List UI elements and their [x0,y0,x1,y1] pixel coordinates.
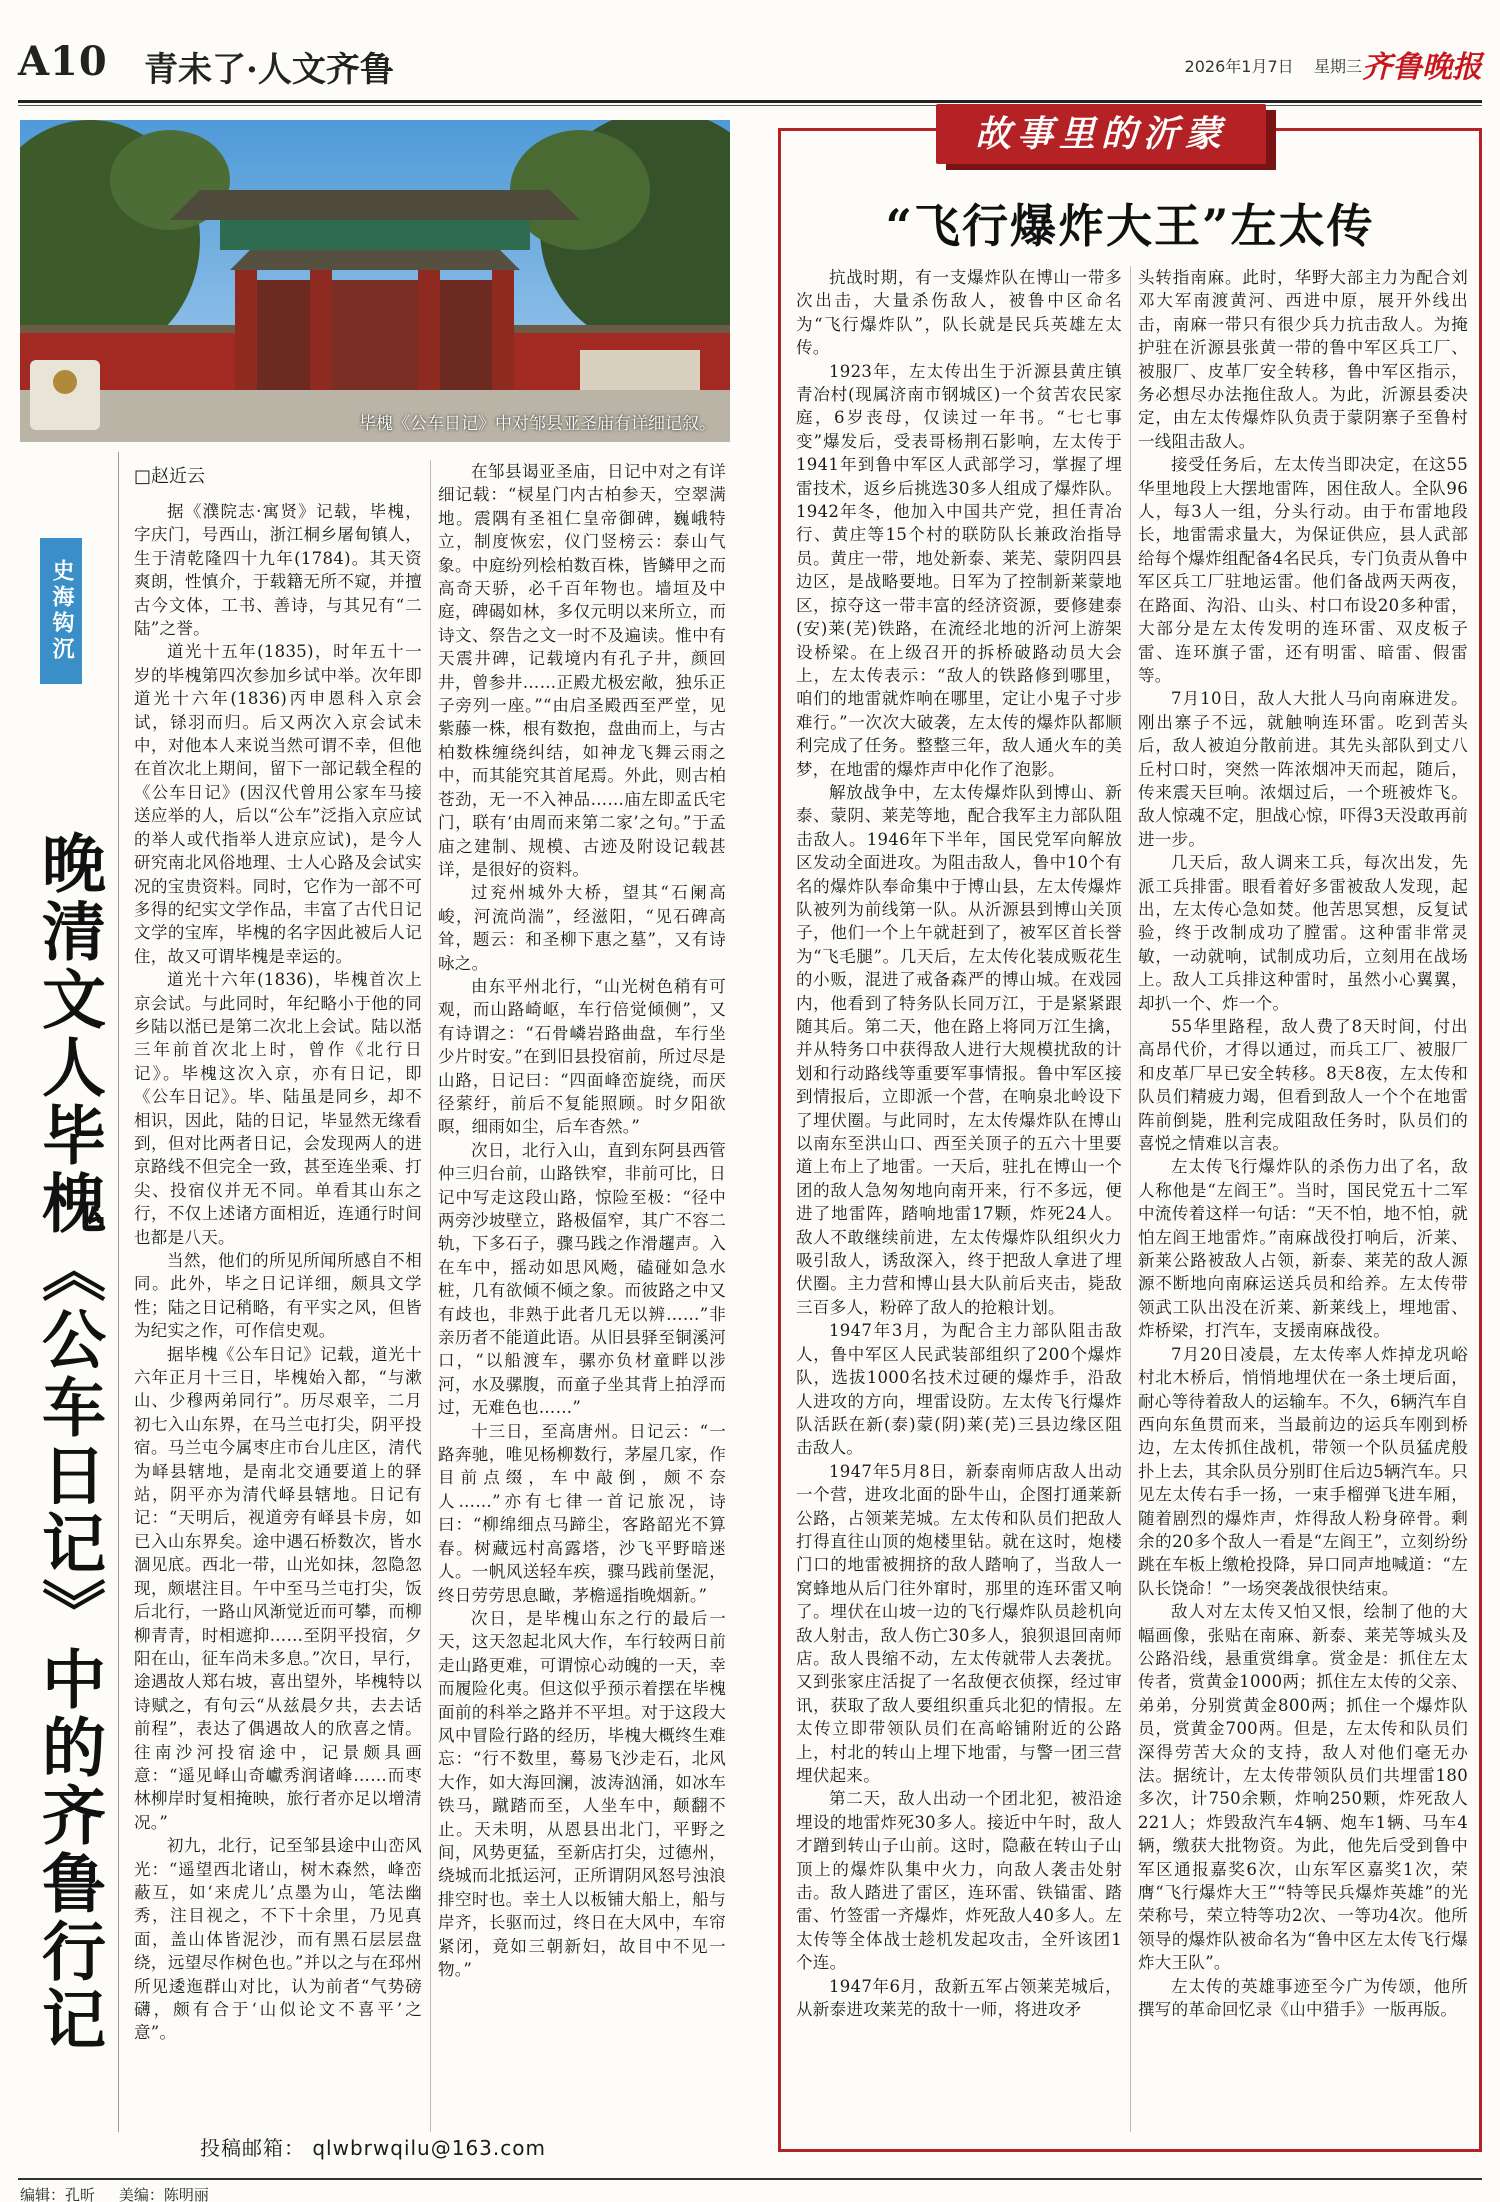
paragraph: 第二天，敌人出动一个团北犯，被沿途埋设的地雷炸死30多人。接近中午时，敌人才蹭到转山子山前。这时，隐蔽在转山子山顶上的爆炸队集中火力，向敌人袭击处射击。敌人踏进了雷区，连环雷、铁锚雷、踏雷、竹签雷一齐爆炸，炸死敌人40多人。左太传等全体战士趁机发起攻击，全歼该团1个连。 [796,1789,1122,1973]
story-column-2 [1138,266,1468,2134]
paragraph: 1947年3月，为配合主力部队阻击敌人，鲁中军区人民武装部组织了200个爆炸队，选拔1000名技术过硬的爆炸手，沿敌人进攻的方向，埋雷设防。左太传飞行爆炸队活跃在新(泰)蒙(阴)莱(芜)三县边缘区阻击敌人。 [796,1321,1122,1458]
article-byline: □赵近云 [134,466,206,487]
article-column-1 [134,500,422,2140]
photo-illustration [20,120,730,442]
paragraph: 敌人对左太传又怕又恨，绘制了他的大幅画像，张贴在南麻、新泰、莱芜等城头及公路沿线，悬重赏缉拿。赏金是：抓住左太传者，赏黄金1000两；抓住左太传的父亲、弟弟，分别赏黄金800两；抓住一个爆炸队员，赏黄金700两。但是，左太传和队员们深得劳苦大众的支持，敌人对他们毫无办法。据统计，左太传带领队员们共埋雷180多次，计750余颗，炸响250颗，炸死敌人221人；炸毁敌汽车4辆、炮车1辆、马车4辆，缴获大批物资。为此，他先后受到鲁中军区通报嘉奖6次，山东军区嘉奖1次，荣膺“飞行爆炸大王”“特等民兵爆炸英雄”的光荣称号，荣立特等功2次、一等功4次。他所领导的爆炸队被命名为“鲁中区左太传飞行爆炸大王队”。 [1138,1602,1468,1973]
paragraph: 55华里路程，敌人费了8天时间，付出高昂代价，才得以通过，而兵工厂、被服厂和皮革厂早已安全转移。8天8夜，左太传和队员们精疲力竭，但看到敌人一个个在地雷阵前倒毙，胜利完成阻敌任务时，队员们的喜悦之情难以言表。 [1138,1017,1468,1154]
date-text: 2026年1月7日 [1184,57,1294,76]
weekday-text: 星期三 [1313,57,1362,76]
page-number: A10 [18,38,108,85]
page-header [18,38,1482,94]
temple-gate-photo [20,120,730,442]
paragraph: 道光十六年(1836)，毕槐首次上京会试。与此同时，年纪略小于他的同乡陆以湉已是第二次北上会试。陆以湉三年前首次北上时，曾作《北行日记》。毕槐这次入京，亦有日记，即《公车日记》。毕、陆虽是同乡，却不相识，因此，陆的日记，毕显然无缘看到，但对比两者日记，会发现两人的进京路线不但完全一致，甚至连坐乘、打尖、投宿仪并无不同。单看其山东之行，不仅上述诸方面相近，连通行时间也都是八天。 [134,970,422,1247]
paragraph: 抗战时期，有一支爆炸队在博山一带多次出击，大量杀伤敌人，被鲁中区命名为“飞行爆炸队”，队长就是民兵英雄左太传。 [796,268,1122,358]
submission-email[interactable]: qlwbrwqilu@163.com [312,2136,546,2160]
paragraph: 解放战争中，左太传爆炸队到博山、新泰、蒙阴、莱芜等地，配合我军主力部队阻击敌人。1946年下半年，国民党军向解放区发动全面进攻。为阻击敌人，鲁中10个有名的爆炸队奉命集中于博山县，左太传爆炸队被列为前线第一队。从沂源县到博山关顶子，他们一个上午就赶到了，被军区首长誉为“飞毛腿”。几天后，左太传化装成贩花生的小贩，混进了戒备森严的博山城。在戏园内，他看到了特务队长同万江，于是紧紧跟随其后。第二天，他在路上将同万江生擒，并从特务口中获得敌人进行大规模扰敌的计划和行动路线等重要军事情报。鲁中军区接到情报后，立即派一个营，在响泉北岭设下了埋伏圈。与此同时，左太传爆炸队在博山以南东至洪山口、西至关顶子的五六十里要道上布上了地雷。一天后，驻扎在博山一个团的敌人急匆匆地向南开来，行不多远，便进了地雷阵，踏响地雷17颗，炸死24人。敌人不敢继续前进，左太传爆炸队组织火力吸引敌人，诱敌深入，终于把敌人拿进了埋伏圈。主力营和博山县大队前后夹击，毙敌三百多人，粉碎了敌人的抢粮计划。 [796,782,1122,1317]
paragraph: 次日，北行入山，直到东阿县西管仲三归台前，山路铁窄，非前可比，日记中写走这段山路，惊险至极：“径中两旁沙坡壁立，路极偪窄，其广不容二轨，下多石子，骤马践之作滑趯声。入在车中，摇动如思风飏，磕碰如急水桩，几有欲倾不倾之象。而彼路之中又有歧也，非熟于此者几无以辨……”非亲历者不能道此语。从旧县驿至铜溪河口，“以船渡车，骡亦负材童畔以涉河，水及骡腹，而童子坐其背上拍浮而过，无难色也……” [438,1140,726,1418]
story-column-1 [796,266,1122,2134]
paragraph: 1947年5月8日，新泰南师店敌人出动一个营，进攻北面的卧牛山，企图打通莱新公路，占领莱芜城。左太传和队员们把敌人打得直往山顶的炮楼里钻。就在这时，炮楼门口的地雷被拥挤的敌人踏响了，当敌人一窝蜂地从后门往外窜时，那里的连环雷又响了。埋伏在山坡一边的飞行爆炸队员趁机向敌人射击，敌人伤亡30多人，狼狈退回南师店。敌人畏缩不动，左太传就带人去袭扰。又到张家庄活捉了一名敌便衣侦探，经过审讯，获取了敌人要组织重兵北犯的情报。左太传立即带领队员们在高峪铺附近的公路上，村北的转山上埋下地雷，与警一团三营埋伏起来。 [796,1461,1122,1785]
column-banner: 故事里的沂蒙 [936,104,1266,164]
paragraph: 由东平州北行，“山光树色稍有可观，而山路崎岖，车行倍觉倾侧”，又有诗谓之：“石骨嶙岩路曲盘，车行坐少片时安。”在到旧县投宿前，所过尽是山路，日记曰：“四面峰峦旋绕，而厌径萦纡，前后不复能照顾。时夕阳欲暝，细雨如尘，后车杳然。” [438,976,726,1137]
paragraph: 1923年，左太传出生于沂源县黄庄镇青冶村(现属济南市钢城区)一个贫苦农民家庭，6岁丧母，仅读过一年书。“七七事变”爆发后，受表哥杨荆石影响，左太传于1941年到鲁中军区人武部学习，掌握了埋雷技术，返乡后挑选30多人组成了爆炸队。1942年冬，他加入中国共产党，担任青冶行、黄庄等15个村的联防队长兼政治指导员。黄庄一带，地处新泰、莱芜、蒙阴四县边区，是战略要地。日军为了控制新莱蒙地区，掠夺这一带丰富的经济资源，要修建泰(安)莱(芜)铁路，在流经北地的沂河上游架设桥梁。在上级召开的拆桥破路动员大会上，左太传表示：“敌人的铁路修到哪里，咱们的地雷就炸响在哪里，定让小鬼子寸步难行。”一次次大破袭，左太传的爆炸队都顺利完成了任务。整整三年，敌人通火车的美梦，在地雷的爆炸声中化作了泡影。 [796,361,1122,779]
paragraph: 初九，北行，记至邹县途中山峦风光：“遥望西北诸山，树木森然，峰峦蔽互，如‘来虎儿’点墨为山，笔法幽秀，注目视之，不下十余里，乃见真面，盖山体皆泥沙，而有黑石层层盘绕，远望尽作树色也。”并以之与在邳州所见逶迤群山对比，认为前者“气势磅礴，颇有合于‘山似论文不喜平’之意”。 [134,1836,422,2043]
paragraph: 在邹县谒亚圣庙，日记中对之有详细记载：“棂星门内古柏参天，空翠满地。震隅有圣祖仁皇帝御碑，巍峨特立，制度恢宏，仪门竖榜云：泰山气象。中庭纷列桧柏数百株，皆鳞甲之而高奇天骄，必千百年物也。墙垣及中庭，碑碣如林，多仅元明以来所立，而诗文、祭告之文一时不及遍读。惟中有天震井碑，记载境内有孔子井，颜回井，曾参井……正殿尤极宏敞，独乐正子旁列一座。”“由启圣殿西至严堂，见紫藤一株，根有数抱，盘曲而上，与古柏数株缠绕纠结，如神龙飞舞云雨之中，而其能究其首尾焉。外此，则古柏苍劲，无一不入神品……庙左即孟氏宅门，联有‘由周而来第二家’之句。”于孟庙之建制、规模、古迹及附设记载甚详，是很好的资料。 [438,462,726,879]
paragraph: 十三日，至高唐州。日记云：“一路奔驰，唯见杨柳数行，茅屋几家，作目前点缀，车中敲倒，颇不奈人……”亦有七律一首记旅况，诗曰：“柳绵细点马蹄尘，客路韶光不算春。树藏远村高露塔，沙飞平野暗迷人。一帆风送轻车疾，骤马践前堡泥，终日劳劳思息瞰，茅檐遥指晚烟新。” [438,1421,726,1605]
paragraph-continued: 头转指南麻。此时，华野大部主力为配合刘邓大军南渡黄河、西进中原，展开外线出击，南麻一带只有很少兵力抗击敌人。为掩护驻在沂源县张黄一带的鲁中军区兵工厂、被服厂、皮革厂安全转移，鲁中军区指示，务必想尽办法拖住敌人。为此，沂源县委决定，由左太传爆炸队负责于蒙阴寨子至鲁村一线阻击敌人。 [1138,268,1468,451]
paragraph: 当然，他们的所见所闻所感自不相同。此外，毕之日记详细，颇具文学性；陆之日记稍略，有平实之风，但皆为纪实之作，可作信史观。 [134,1251,422,1341]
paragraph: 过兖州城外大桥，望其“石阑高峻，河流尚湍”，经滋阳，“见石碑高耸，题云：和圣柳下惠之墓”，又有诗咏之。 [438,883,726,973]
paragraph: 1947年6月，敌新五军占领莱芜城后，从新泰进攻莱芜的敌十一师，将进攻矛 [796,1976,1122,2020]
issue-date [1185,54,1362,77]
story-title: “飞行爆炸大王”左太传 [885,199,1375,253]
article-headline: 晚清文人毕槐《公车日记》中的齐鲁行记 [31,830,106,2054]
paragraph: 据毕槐《公车日记》记载，道光十六年正月十三日，毕槐始入都，“与漱山、少穆两弟同行”。历尽艰辛，二月初七入山东界，在马兰屯打尖，阴平投宿。马兰屯今属枣庄市台儿庄区，清代为峄县辖地，是南北交通要道上的驿站，阴平亦为清代峄县辖地。日记有记：“天明后，视道旁有峄县卡房，如已入山东界矣。途中遇石桥数次，皆水涸见底。西北一带，山光如抹，忽隐忽现，颇堪注目。午中至马兰屯打尖，饭后北行，一路山风渐觉近而可攀，而柳柳青青，时相遮抑……至阴平投宿，夕阳在山，征车尚未多息。”次日，早行，途遇故人郑右坡，喜出望外，毕槐特以诗赋之，有句云“从兹晨夕共，去去话前程”，表达了偶遇故人的欣喜之情。往南沙河投宿途中，记景颇具画意：“遥见峄山奇巘秀润诸峰……而枣林柳岸时复相掩映，旅行者亦足以增清况。” [134,1344,422,1832]
section-name: 青未了·人文齐鲁 [144,50,394,90]
submission-email-line [200,2132,546,2161]
footer-divider [18,2178,1482,2180]
header-divider [18,100,1482,103]
designer-credit: 美编：陈明丽 [118,2186,209,2202]
paragraph: 几天后，敌人调来工兵，每次出发，先派工兵排雷。眼看着好多雷被敌人发现，起出，左太传心急如焚。他苦思冥想，反复试验，终于改制成功了膛雷。这种雷非常灵敏，一动就响，试制成功后，立刻用在战场上。敌人工兵排这种雷时，虽然小心翼翼，却扒一个、炸一个。 [1138,853,1468,1013]
page-footer [20,2184,209,2202]
paragraph: 7月20日凌晨，左太传率人炸掉龙巩峪村北木桥后，悄悄地埋伏在一条土埂后面，耐心等待着敌人的运输车。不久，6辆汽车自西向东鱼贯而来，当最前边的运兵车刚到桥边，左太传抓住战机，带领一个队员猛虎般扑上去，其余队员分别盯住后边5辆汽车。只见左太传右手一扬，一束手榴弹飞进车厢，随着剧烈的爆炸声，炸得敌人粉身碎骨。剩余的20多个敌人一看是“左阎王”，立刻纷纷跳在车板上缴枪投降，异口同声地喊道：“左队长饶命！”一场突袭战很快结束。 [1138,1344,1468,1598]
column-kicker: 史海钩沉 [40,538,82,684]
column-divider [430,460,431,2132]
paragraph: 次日，是毕槐山东之行的最后一天，这天忽起北风大作，车行较两日前走山路更难，可谓惊心动魄的一天，幸而履险化夷。但这似乎预示着摆在毕槐面前的科举之路并不平坦。对于这段大风中冒险行路的经历，毕槐大概终生难忘：“行不数里，蓦易飞沙走石，北风大作，如大海回澜，波涛汹涌，如冰车铁马，蹴踏而至，人坐车中，颠翻不止。天未明，从恩县出北门，平野之间，风势更猛，至新店打尖，过德州，绕城而北抵运河，正所谓阴风怒号浊浪排空时也。幸土人以板铺大船上，船与岸齐，长驱而过，终日在大风中，车帘紧闭，竟如三朝新妇，故目中不见一物。” [438,1608,726,1979]
paragraph: 左太传的英雄事迹至今广为传颂，他所撰写的革命回忆录《山中猎手》一版再版。 [1138,1976,1468,2020]
photo-caption: 毕槐《公车日记》中对邹县亚圣庙有详细记叙。 [359,414,716,434]
paragraph: 道光十五年(1835)，时年五十一岁的毕槐第四次参加乡试中举。次年即道光十六年(1836)丙申恩科入京会试，铩羽而归。后又两次入京会试未中，对他本人来说当然可谓不幸，但他在首次北上期间，留下一部记载全程的《公车日记》(因汉代曾用公家车马接送应举的人，后以“公车”泛指入京应试的举人或代指举人进京应试)，是今人研究南北风俗地理、士人心路及会试实况的宝贵资料。同时，它作为一部不可多得的纪实文学作品，丰富了古代日记文学的宝库，毕槐的名字因此被后人记住，故又可谓毕槐是幸运的。 [134,642,422,966]
column-divider [1130,266,1131,2132]
column-divider [118,452,119,2132]
paragraph: 接受任务后，左太传当即决定，在这55华里地段上大摆地雷阵，困住敌人。全队96人，每3人一组，分头行动。由于布雷地段长，地雷需求量大，为保证供应，县人武部给每个爆炸组配备4名民兵，专门负责从鲁中军区兵工厂驻地运雷。他们备战两天两夜，在路面、沟沿、山头、村口布设20多种雷，大部分是左太传发明的连环雷、双皮板子雷、连环旗子雷，还有明雷、暗雷、假雷等。 [1138,455,1468,685]
submission-label: 投稿邮箱： [200,2136,305,2160]
newspaper-masthead: 齐鲁晚报 [1362,50,1482,85]
paragraph: 7月10日，敌人大批人马向南麻进发。刚出寨子不远，就触响连环雷。吃到苦头后，敌人被迫分散前进。其先头部队到丈八丘村口时，突然一阵浓烟冲天而起，随后，传来震天巨响。浓烟过后，一个班被炸飞。敌人惊魂不定，胆战心惊，吓得3天没敢再前进一步。 [1138,689,1468,849]
paragraph: 据《濮院志·寓贤》记载，毕槐，字庆门，号西山，浙江桐乡屠甸镇人，生于清乾隆四十九年(1784)。其天资爽朗，性慎介，于载籍无所不窥，并擅古今文体，工书、善诗，与其兄有“二陆”之誉。 [134,502,422,639]
article-column-2 [438,460,726,2140]
paragraph: 左太传飞行爆炸队的杀伤力出了名，敌人称他是“左阎王”。当时，国民党五十二军中流传着这样一句话：“天不怕，地不怕，就怕左阎王地雷炸。”南麻战役打响后，沂莱、新莱公路被敌人占领，新泰、莱芜的敌人源源不断地向南麻运送兵员和给养。左太传带领武工队出没在沂莱、新莱线上，埋地雷、炸桥梁，打汽车，支援南麻战役。 [1138,1157,1468,1341]
editor-credit: 编辑：孔昕 [20,2186,96,2202]
